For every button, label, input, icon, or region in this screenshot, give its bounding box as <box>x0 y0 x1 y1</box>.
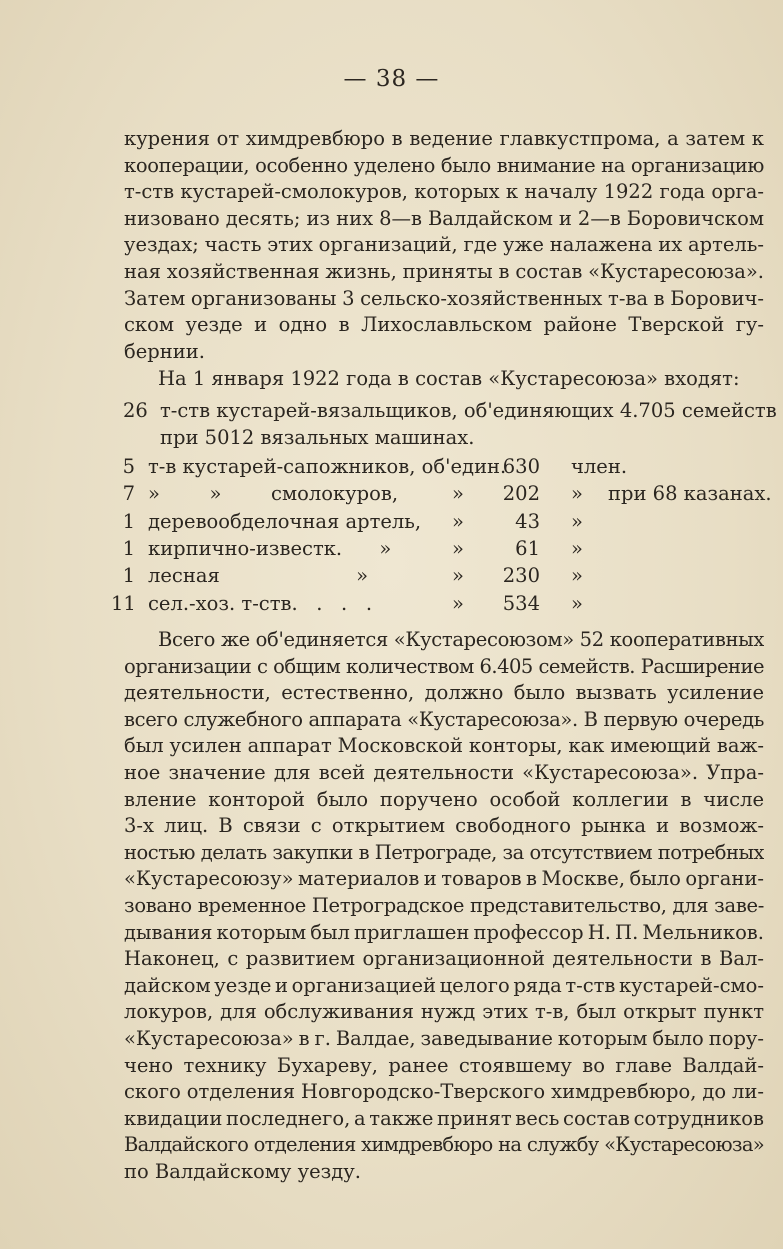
text-line: «Кустаресоюзу» материалов и товаров в Москве, было органи- <box>124 867 764 891</box>
text-line: Всего же об'единяется «Кустаресоюзом» 52 кооперативных <box>158 628 764 651</box>
text-line: кооперации, особенно уделено было внимание на организацию <box>124 153 764 177</box>
text-line: курения от химдревбюро в ведение главкустпрома, а затем к <box>124 127 764 150</box>
list-item-count: 11 <box>111 591 136 615</box>
list-item <box>0 399 783 425</box>
list-item-ditto: » <box>452 536 464 560</box>
text-line: уездах; часть этих организаций, где уже налажена их артель- <box>124 233 764 257</box>
list-item-name: т-в кустарей-сапожников, об'един. <box>148 455 507 478</box>
list-item-value: 202 <box>502 482 540 506</box>
text-line: был усилен аппарат Московской конторы, как имеющий важ- <box>124 734 764 758</box>
text-line: всего служебного аппарата «Кустаресоюза». В первую очередь <box>124 707 764 731</box>
list-item-ditto: » <box>452 482 464 506</box>
list-item-count: 7 <box>122 482 135 506</box>
list-item-ditto: » <box>452 509 464 533</box>
text-line: по Валдайскому уезду. <box>124 1159 361 1183</box>
list-item-unit: » <box>571 482 583 506</box>
text-line: ное значение для всей деятельности «Кустаресоюза». Упра- <box>124 760 764 784</box>
list-item <box>0 592 783 618</box>
list-item <box>0 510 783 536</box>
text-line: низовано десять; из них 8—в Валдайском и 2—в Боровичском <box>124 206 764 230</box>
text-line: т-ств кустарей-смолокуров, которых к началу 1922 года орга- <box>124 180 764 204</box>
list-item-count: 1 <box>122 564 135 588</box>
list-item-note: при 68 казанах. <box>608 482 772 506</box>
text-line: вление конторой было поручено особой коллегии в числе <box>124 787 764 811</box>
membership-intro-line: На 1 января 1922 года в состав «Кустаресоюза» входят: <box>158 367 740 390</box>
text-line: зовано временное Петроградское представительство, для заве- <box>124 893 764 917</box>
text-line: Затем организованы 3 сельско-хозяйственных т-ва в Борович- <box>124 286 764 310</box>
text-line: квидации последнего, а также принят весь состав сотрудников <box>124 1106 764 1130</box>
list-item-value: 630 <box>502 455 540 478</box>
text-line: 3-х лиц. В связи с открытием свободного рынка и возмож- <box>124 814 764 838</box>
list-item-name: деревообделочная артель, <box>148 509 422 533</box>
text-line: Наконец, с развитием организационной деятельности в Вал- <box>124 947 764 971</box>
list-item-name: лесная » <box>148 564 369 588</box>
text-line: ском уезде и одно в Лихославльском районе Тверской гу- <box>124 313 764 337</box>
list-item-value: 230 <box>502 564 540 588</box>
text-line: организации с общим количеством 6.405 семейств. Расширение <box>124 654 764 678</box>
list-item-text: при 5012 вязальных машинах. <box>160 426 475 449</box>
page-number: — 38 — <box>343 66 440 92</box>
text-line: Валдайского отделения химдревбюро на службу «Кустаресоюза» <box>124 1133 764 1157</box>
list-item-name: » » смолокуров, <box>148 482 399 506</box>
list-item-unit: член. <box>571 455 628 478</box>
text-line: дайском уезде и организацией целого ряда т-ств кустарей-смо- <box>124 973 764 997</box>
list-item-name: кирпично-известк. » <box>148 536 392 560</box>
list-item-count: 5 <box>122 455 135 478</box>
list-item-name: сел.-хоз. т-ств. . . . <box>148 591 373 615</box>
membership-intro <box>124 366 764 393</box>
list-item-text: т-ств кустарей-вязальщиков, об'единяющих 4.705 семейств <box>160 399 777 422</box>
text-line: деятельности, естественно, должно было вызвать усиление <box>124 681 764 705</box>
intro-paragraph <box>124 126 764 365</box>
list-item <box>0 455 783 481</box>
list-item-unit: » <box>571 591 583 615</box>
text-line: ностью делать закупки в Петрограде, за отсутствием потребных <box>124 840 764 864</box>
text-line: ского отделения Новгородско-Тверского химдревбюро, до ли- <box>124 1080 764 1104</box>
list-item-ditto: » <box>452 564 464 588</box>
list-item <box>0 482 783 508</box>
list-item-count: 1 <box>122 536 135 560</box>
list-item-count: 26 <box>123 399 148 422</box>
list-item-unit: » <box>571 509 583 533</box>
list-item-value: 43 <box>515 509 540 533</box>
text-line: «Кустаресоюза» в г. Валдае, заведывание которым было пору- <box>124 1026 764 1050</box>
list-item-value: 534 <box>502 591 540 615</box>
text-line: ная хозяйственная жизнь, приняты в состав «Кустаресоюза». <box>124 259 764 283</box>
list-item-ditto: » <box>452 591 464 615</box>
list-item-unit: » <box>571 564 583 588</box>
text-line: бернии. <box>124 339 205 363</box>
text-line: локуров, для обслуживания нужд этих т-в, был открыт пункт <box>124 1000 764 1024</box>
main-paragraph <box>124 627 764 1185</box>
list-item-continuation <box>0 426 783 452</box>
list-item <box>0 537 783 563</box>
list-item-unit: » <box>571 536 583 560</box>
list-item <box>0 564 783 590</box>
list-item-value: 61 <box>515 536 540 560</box>
list-item-count: 1 <box>122 509 135 533</box>
text-line: дывания которым был приглашен профессор Н. П. Мельников. <box>124 920 764 944</box>
text-line: чено технику Бухареву, ранее стоявшему во главе Валдай- <box>124 1053 764 1077</box>
